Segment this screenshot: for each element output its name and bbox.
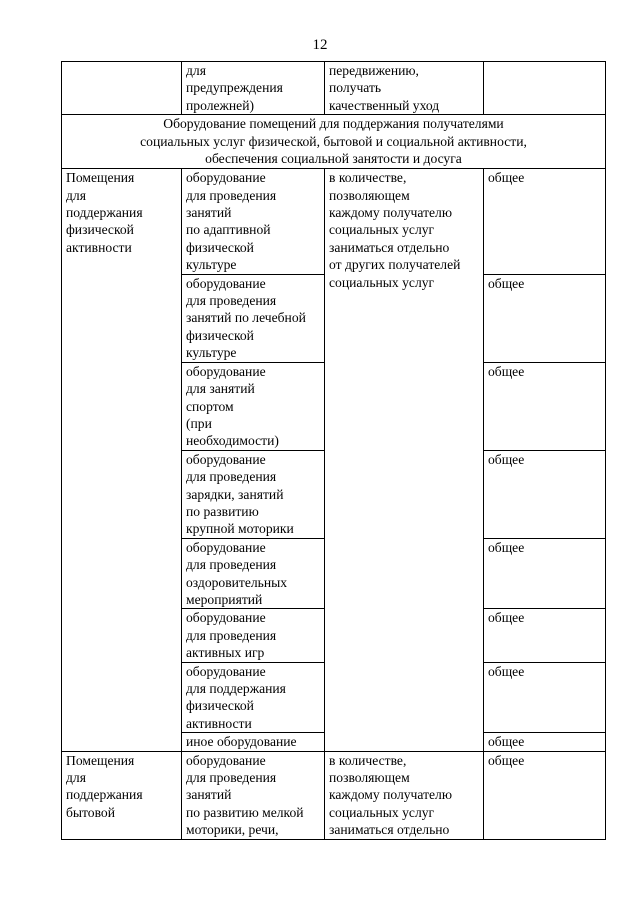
cell-equipment: оборудование для проведения оздоровительных мероприятий	[182, 538, 325, 609]
cell-usage: общее	[484, 362, 606, 450]
cell-usage: общее	[484, 169, 606, 274]
cell-room: Помещения для поддержания физической активности	[62, 169, 182, 751]
section-header-row	[62, 115, 606, 169]
cell-equipment: оборудование для поддержания физической активности	[182, 662, 325, 733]
cell-usage: общее	[484, 450, 606, 538]
page-number: 12	[312, 37, 328, 53]
table-row	[62, 62, 606, 115]
cell-usage: общее	[484, 662, 606, 733]
cell-equipment: оборудование для проведения активных игр	[182, 609, 325, 662]
cell-room: Помещения для поддержания бытовой	[62, 751, 182, 839]
cell-room	[62, 62, 182, 115]
cell-usage: общее	[484, 733, 606, 751]
cell-usage: общее	[484, 538, 606, 609]
cell-equipment: оборудование для занятий спортом (при необходимости)	[182, 362, 325, 450]
cell-usage: общее	[484, 274, 606, 362]
cell-equipment: оборудование для проведения зарядки, занятий по развитию крупной моторики	[182, 450, 325, 538]
cell-quantity: передвижению, получать качественный уход	[325, 62, 484, 115]
cell-equipment: иное оборудование	[182, 733, 325, 751]
cell-equipment: для предупреждения пролежней)	[182, 62, 325, 115]
section-header: Оборудование помещений для поддержания получателями социальных услуг физической, бытовой и социальной активности, обеспечения социальной занятости и досуга	[62, 115, 606, 169]
cell-usage: общее	[484, 751, 606, 839]
cell-equipment: оборудование для проведения занятий по развитию мелкой моторики, речи,	[182, 751, 325, 839]
cell-usage	[484, 62, 606, 115]
table-row	[62, 751, 606, 839]
table-row	[62, 169, 606, 274]
equipment-table	[61, 61, 606, 840]
cell-usage: общее	[484, 609, 606, 662]
cell-equipment: оборудование для проведения занятий по адаптивной физической культуре	[182, 169, 325, 274]
cell-quantity: в количестве, позволяющем каждому получателю социальных услуг заниматься отдельно от других получателей социальных услуг	[325, 169, 484, 751]
cell-quantity: в количестве, позволяющем каждому получателю социальных услуг заниматься отдельно	[325, 751, 484, 839]
cell-equipment: оборудование для проведения занятий по лечебной физической культуре	[182, 274, 325, 362]
